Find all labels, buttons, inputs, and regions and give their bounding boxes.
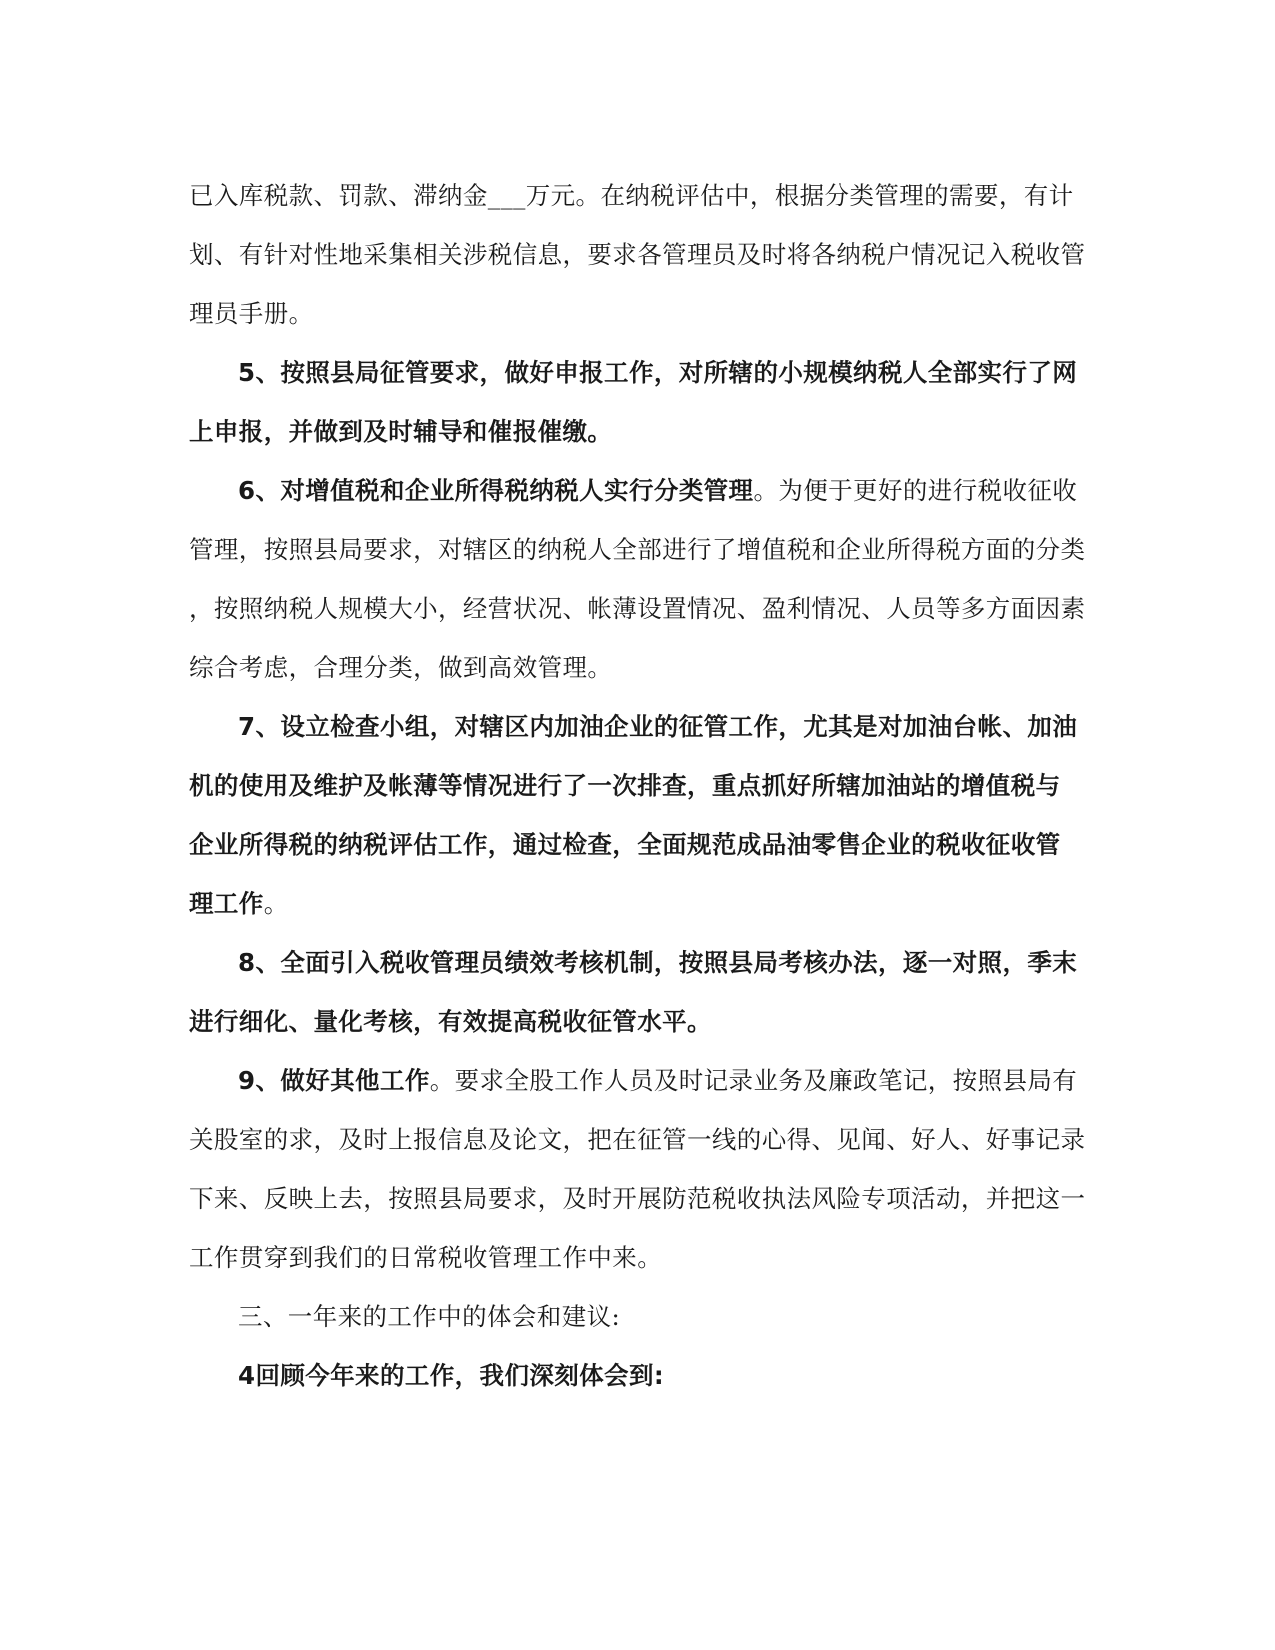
text-line: 机的使用及维护及帐薄等情况进行了一次排查，重点抓好所辖加油站的增值税与 [189,771,1061,800]
item-heading: 6、对增值税和企业所得税纳税人实行分类管理 [238,476,754,505]
paragraph-item-5 [189,343,1089,461]
text-line: 划、有针对性地采集相关涉税信息，要求各管理员及时将各纳税户情况记入税收管 [189,240,1086,269]
text-line: 7、设立检查小组，对辖区内加油企业的征管工作，尤其是对加油台帐、加油 [238,712,1078,741]
section-title: 三、一年来的工作中的体会和建议: [238,1302,621,1331]
text-line [189,1051,1089,1110]
text-line: 5、按照县局征管要求，做好申报工作，对所辖的小规模纳税人全部实行了网 [238,358,1078,387]
text-line: ，按照纳税人规模大小，经营状况、帐薄设置情况、盈利情况、人员等多方面因素 [189,594,1086,623]
item-text: 。为便于更好的进行税收征收 [753,476,1078,505]
text-line: 上申报，并做到及时辅导和催报催缴。 [189,417,613,446]
text-line: 管理，按照县局要求，对辖区的纳税人全部进行了增值税和企业所得税方面的分类 [189,535,1086,564]
text-line: 4回顾今年来的工作，我们深刻体会到: [238,1361,665,1390]
document-page [189,166,1089,1405]
text-line: 理员手册。 [189,299,314,328]
item-text: 。要求全股工作人员及时记录业务及廉政笔记，按照县局有 [429,1066,1078,1095]
paragraph-review [189,1346,1089,1405]
text-line: 综合考虑，合理分类，做到高效管理。 [189,653,613,682]
text-line: 关股室的求，及时上报信息及论文，把在征管一线的心得、见闻、好人、好事记录 [189,1125,1086,1154]
paragraph-item-6 [189,461,1089,697]
section-heading-3 [189,1287,1089,1346]
text-line: 8、全面引入税收管理员绩效考核机制，按照县局考核办法，逐一对照，季末 [238,948,1078,977]
text-line: 下来、反映上去，按照县局要求，及时开展防范税收执法风险专项活动，并把这一 [189,1184,1086,1213]
text-line: 工作贯穿到我们的日常税收管理工作中来。 [189,1243,663,1272]
text-line: 企业所得税的纳税评估工作，通过检查，全面规范成品油零售企业的税收征收管 [189,830,1061,859]
text-line [189,461,1089,520]
paragraph-item-7 [189,697,1089,933]
text-line: 进行细化、量化考核，有效提高税收征管水平。 [189,1007,712,1036]
paragraph-item-8 [189,933,1089,1051]
text-line [189,874,1089,933]
item-heading: 9、做好其他工作 [238,1066,430,1095]
paragraph-tax-assessment [189,166,1089,343]
item-text-bold: 理工作 [189,889,264,918]
item-text: 。 [263,889,289,918]
paragraph-item-9 [189,1051,1089,1287]
text-line: 已入库税款、罚款、滞纳金___万元。在纳税评估中，根据分类管理的需要，有计 [189,181,1074,210]
